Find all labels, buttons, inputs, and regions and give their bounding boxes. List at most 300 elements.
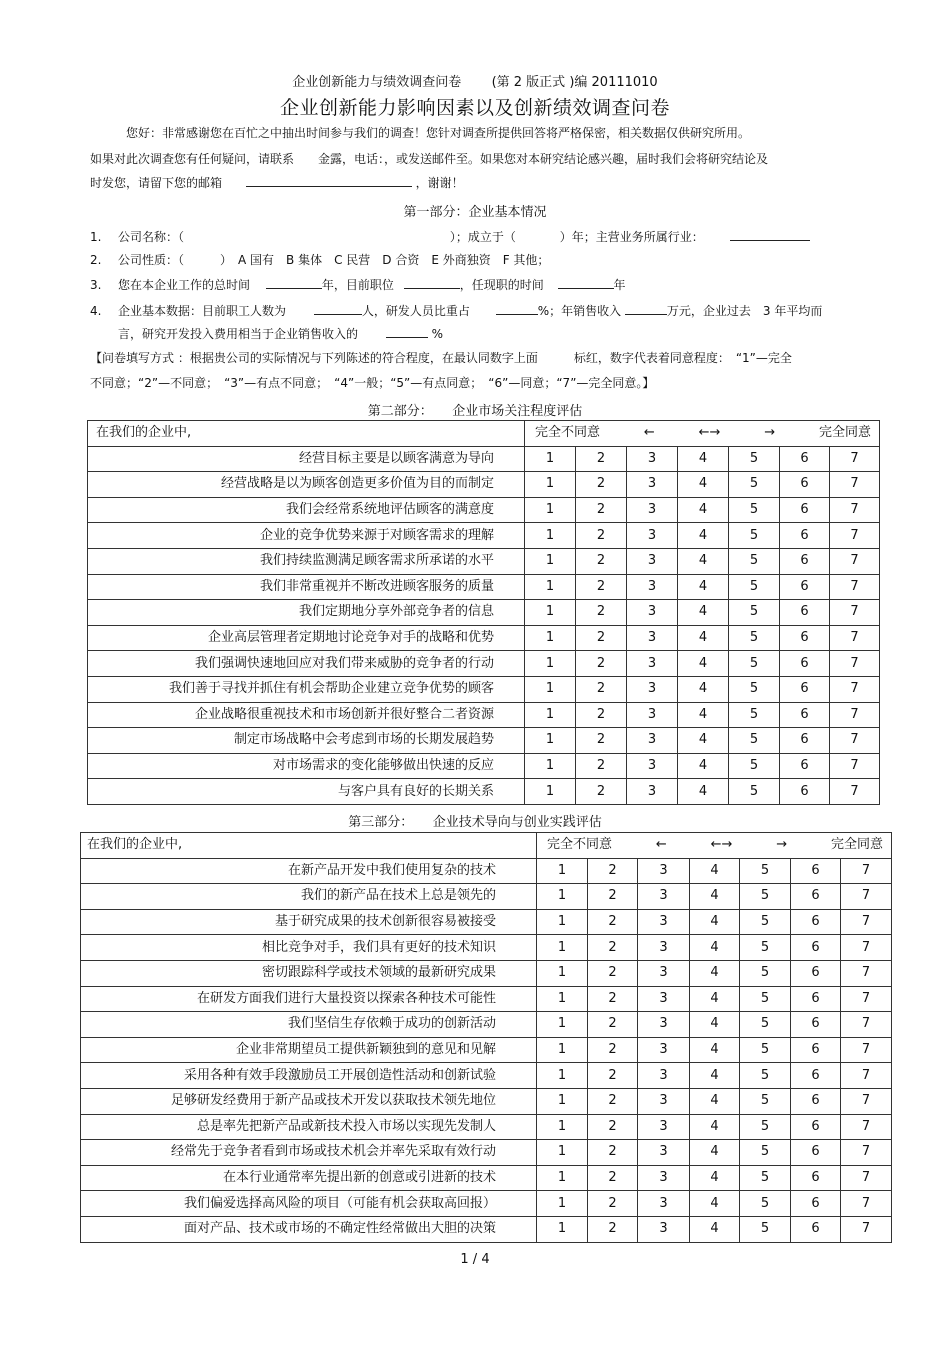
rating-option-3[interactable]: 3 [627, 548, 678, 574]
rating-option-7[interactable]: 7 [841, 1165, 892, 1191]
statement-label: 面对产品、技术或市场的不确定性经常做出大胆的决策 [81, 1216, 537, 1242]
rating-option-2[interactable]: 2 [576, 497, 627, 523]
rating-option-1[interactable]: 1 [525, 472, 576, 498]
rating-option-6[interactable]: 6 [791, 1088, 841, 1114]
statement-label: 我们定期地分享外部竞争者的信息 [88, 600, 525, 626]
statement-label: 在研发方面我们进行大量投资以探索各种技术可能性 [81, 986, 537, 1012]
rating-option-2[interactable]: 2 [588, 960, 638, 986]
rating-option-2[interactable]: 2 [588, 1216, 638, 1242]
rating-option-1[interactable]: 1 [537, 1165, 588, 1191]
rating-option-7[interactable]: 7 [841, 1114, 892, 1140]
rating-option-4[interactable]: 4 [690, 1088, 740, 1114]
employees-field[interactable] [314, 302, 362, 315]
table-header-label: 在我们的企业中, [88, 421, 525, 447]
scale-header: 完全不同意 ← ←→ → 完全同意 [537, 833, 892, 859]
arrow-right-icon: → [776, 837, 788, 853]
rating-option-5[interactable]: 5 [729, 728, 780, 754]
email-field[interactable] [246, 174, 412, 187]
rating-option-6[interactable]: 6 [780, 548, 830, 574]
rating-option-3[interactable]: 3 [627, 472, 678, 498]
rating-option-2[interactable]: 2 [576, 523, 627, 549]
table-row [81, 1012, 892, 1038]
rating-option-7[interactable]: 7 [830, 472, 880, 498]
rating-option-6[interactable]: 6 [780, 702, 830, 728]
rating-option-1[interactable]: 1 [525, 676, 576, 702]
rating-option-7[interactable]: 7 [841, 1216, 892, 1242]
rating-option-2[interactable]: 2 [576, 446, 627, 472]
rating-option-1[interactable]: 1 [537, 884, 588, 910]
table-row [81, 935, 892, 961]
rating-option-1[interactable]: 1 [537, 1140, 588, 1166]
part2-title: 第二部分： 企业市场关注程度评估 [367, 404, 583, 419]
arrow-both-icon: ←→ [698, 425, 721, 441]
intro-line-3 [90, 174, 464, 191]
rating-option-6[interactable]: 6 [780, 523, 830, 549]
rating-option-3[interactable]: 3 [627, 702, 678, 728]
table-row [88, 523, 880, 549]
email-prompt: 时发您，请留下您的邮箱 [90, 176, 223, 190]
table-row [88, 574, 880, 600]
table-row [81, 1063, 892, 1089]
rating-option-2[interactable]: 2 [588, 1114, 638, 1140]
rating-option-1[interactable]: 1 [537, 935, 588, 961]
question-4-cont: 言，研究开发投入费用相当于企业销售收入的 % [118, 327, 444, 341]
table-row [81, 909, 892, 935]
table-row [81, 986, 892, 1012]
rating-option-1[interactable]: 1 [525, 779, 576, 805]
rating-option-5[interactable]: 5 [740, 858, 791, 884]
rating-option-2[interactable]: 2 [576, 753, 627, 779]
arrow-left-icon: ← [655, 837, 667, 853]
question-1: 1. 公司名称：（ ）；成立于（ ）年；主营业务所属行业： [90, 228, 810, 245]
rating-option-1[interactable]: 1 [537, 909, 588, 935]
table-row [88, 446, 880, 472]
rating-option-6[interactable]: 6 [791, 935, 841, 961]
rating-option-1[interactable]: 1 [537, 1088, 588, 1114]
rating-option-5[interactable]: 5 [740, 960, 791, 986]
table-row [81, 1216, 892, 1242]
rating-option-2[interactable]: 2 [588, 1140, 638, 1166]
rating-option-2[interactable]: 2 [576, 472, 627, 498]
rating-option-5[interactable]: 5 [729, 548, 780, 574]
table-row [88, 702, 880, 728]
rating-option-3[interactable]: 3 [638, 1165, 690, 1191]
rating-option-4[interactable]: 4 [678, 779, 729, 805]
statement-label: 我们非常重视并不断改进顾客服务的质量 [88, 574, 525, 600]
rating-option-1[interactable]: 1 [525, 753, 576, 779]
rating-option-4[interactable]: 4 [678, 472, 729, 498]
rating-option-2[interactable]: 2 [588, 1165, 638, 1191]
statement-label: 与客户具有良好的长期关系 [88, 779, 525, 805]
arrow-left-icon: ← [643, 425, 655, 441]
rating-option-6[interactable]: 6 [791, 884, 841, 910]
rating-option-6[interactable]: 6 [780, 472, 830, 498]
rating-option-7[interactable]: 7 [841, 1140, 892, 1166]
rating-option-4[interactable]: 4 [678, 523, 729, 549]
table-row [88, 548, 880, 574]
total-years-field[interactable] [266, 276, 322, 289]
statement-label: 企业非常期望员工提供新颖独到的意见和见解 [81, 1037, 537, 1063]
rating-option-6[interactable]: 6 [780, 600, 830, 626]
rating-option-4[interactable]: 4 [690, 1114, 740, 1140]
rating-option-1[interactable]: 1 [537, 1063, 588, 1089]
statement-label: 我们会经常系统地评估顾客的满意度 [88, 497, 525, 523]
rating-option-1[interactable]: 1 [537, 858, 588, 884]
rating-option-7[interactable]: 7 [830, 523, 880, 549]
rating-option-1[interactable]: 1 [525, 523, 576, 549]
rating-option-3[interactable]: 3 [627, 523, 678, 549]
rating-option-5[interactable]: 5 [729, 625, 780, 651]
rating-option-2[interactable]: 2 [588, 1037, 638, 1063]
rating-option-3[interactable]: 3 [627, 574, 678, 600]
page-number: 1 / 4 [460, 1252, 490, 1267]
table-row [81, 1114, 892, 1140]
rating-option-3[interactable]: 3 [627, 753, 678, 779]
position-field[interactable] [404, 276, 460, 289]
rating-option-3[interactable]: 3 [627, 676, 678, 702]
rating-option-4[interactable]: 4 [678, 676, 729, 702]
rating-option-3[interactable]: 3 [638, 1140, 690, 1166]
rating-option-1[interactable]: 1 [525, 625, 576, 651]
rating-option-2[interactable]: 2 [576, 548, 627, 574]
statement-label: 企业的竞争优势来源于对顾客需求的理解 [88, 523, 525, 549]
rating-option-2[interactable]: 2 [576, 676, 627, 702]
rating-option-2[interactable]: 2 [576, 779, 627, 805]
rating-option-1[interactable]: 1 [525, 548, 576, 574]
rating-option-6[interactable]: 6 [791, 1037, 841, 1063]
industry-field[interactable] [730, 228, 810, 241]
rating-option-1[interactable]: 1 [525, 574, 576, 600]
rating-option-4[interactable]: 4 [690, 1191, 740, 1217]
rating-option-5[interactable]: 5 [729, 779, 780, 805]
rating-option-7[interactable]: 7 [841, 884, 892, 910]
rating-option-5[interactable]: 5 [729, 574, 780, 600]
rating-option-5[interactable]: 5 [740, 986, 791, 1012]
table-row [88, 472, 880, 498]
rating-option-7[interactable]: 7 [830, 676, 880, 702]
rating-option-5[interactable]: 5 [740, 1191, 791, 1217]
table-header-row [88, 421, 880, 447]
rating-option-2[interactable]: 2 [576, 600, 627, 626]
rating-option-5[interactable]: 5 [740, 1140, 791, 1166]
technology-orientation-table [80, 832, 892, 1243]
rating-option-4[interactable]: 4 [678, 702, 729, 728]
rating-option-1[interactable]: 1 [525, 651, 576, 677]
rating-option-7[interactable]: 7 [841, 1088, 892, 1114]
arrow-right-icon: → [764, 425, 776, 441]
table-row [88, 728, 880, 754]
table-row [81, 1088, 892, 1114]
table-header-row [81, 833, 892, 859]
table-row [88, 625, 880, 651]
rating-option-6[interactable]: 6 [791, 960, 841, 986]
thanks-text: ，谢谢！ [415, 176, 464, 190]
rating-option-3[interactable]: 3 [638, 935, 690, 961]
scale-header: 完全不同意 ← ←→ → 完全同意 [525, 421, 880, 447]
rating-option-6[interactable]: 6 [791, 986, 841, 1012]
rating-option-7[interactable]: 7 [830, 548, 880, 574]
statement-label: 采用各种有效手段激励员工开展创造性活动和创新试验 [81, 1063, 537, 1089]
rating-option-1[interactable]: 1 [537, 1114, 588, 1140]
rating-option-3[interactable]: 3 [638, 1012, 690, 1038]
rating-option-5[interactable]: 5 [740, 1063, 791, 1089]
rd-ratio-field[interactable] [496, 302, 538, 315]
table-row [88, 676, 880, 702]
rating-option-6[interactable]: 6 [791, 1063, 841, 1089]
rating-option-7[interactable]: 7 [830, 574, 880, 600]
rating-option-7[interactable]: 7 [841, 960, 892, 986]
rating-option-2[interactable]: 2 [588, 858, 638, 884]
rating-option-2[interactable]: 2 [576, 702, 627, 728]
statement-label: 企业高层管理者定期地讨论竞争对手的战略和优势 [88, 625, 525, 651]
rating-option-5[interactable]: 5 [740, 1012, 791, 1038]
statement-label: 企业战略很重视技术和市场创新并很好整合二者资源 [88, 702, 525, 728]
statement-label: 经常先于竞争者看到市场或技术机会并率先采取有效行动 [81, 1140, 537, 1166]
rating-option-4[interactable]: 4 [690, 935, 740, 961]
table-row [81, 1140, 892, 1166]
rating-option-6[interactable]: 6 [780, 625, 830, 651]
table-row [81, 1165, 892, 1191]
table-header-label: 在我们的企业中, [81, 833, 537, 859]
rating-option-5[interactable]: 5 [740, 909, 791, 935]
rating-option-6[interactable]: 6 [791, 1191, 841, 1217]
rating-option-4[interactable]: 4 [678, 548, 729, 574]
part1-title: 第一部分：企业基本情况 [403, 205, 547, 220]
statement-label: 我们善于寻找并抓住有机会帮助企业建立竞争优势的顾客 [88, 676, 525, 702]
rating-option-7[interactable]: 7 [841, 935, 892, 961]
table-row [81, 960, 892, 986]
rating-option-4[interactable]: 4 [678, 753, 729, 779]
rating-option-4[interactable]: 4 [690, 858, 740, 884]
rating-option-7[interactable]: 7 [841, 1063, 892, 1089]
rating-option-3[interactable]: 3 [627, 497, 678, 523]
rating-option-3[interactable]: 3 [638, 909, 690, 935]
rating-option-4[interactable]: 4 [678, 625, 729, 651]
rating-option-6[interactable]: 6 [791, 1012, 841, 1038]
rating-option-4[interactable]: 4 [690, 884, 740, 910]
rating-option-7[interactable]: 7 [841, 909, 892, 935]
table-row [88, 651, 880, 677]
rating-option-7[interactable]: 7 [830, 625, 880, 651]
rating-option-3[interactable]: 3 [627, 446, 678, 472]
rating-option-1[interactable]: 1 [537, 986, 588, 1012]
rating-option-4[interactable]: 4 [678, 574, 729, 600]
rating-option-6[interactable]: 6 [780, 779, 830, 805]
rating-option-2[interactable]: 2 [588, 935, 638, 961]
rating-option-5[interactable]: 5 [729, 702, 780, 728]
question-3: 3. 您在本企业工作的总时间 年，目前职位 ，任现职的时间 年 [90, 278, 626, 292]
statement-label: 经营目标主要是以顾客满意为导向 [88, 446, 525, 472]
rating-option-7[interactable]: 7 [830, 702, 880, 728]
statement-label: 我们强调快速地回应对我们带来威胁的竞争者的行动 [88, 651, 525, 677]
rating-option-7[interactable]: 7 [841, 858, 892, 884]
rating-option-4[interactable]: 4 [690, 1012, 740, 1038]
rating-option-3[interactable]: 3 [638, 1114, 690, 1140]
statement-label: 相比竞争对手，我们具有更好的技术知识 [81, 935, 537, 961]
rating-option-2[interactable]: 2 [588, 986, 638, 1012]
instructions-line-1: 【问卷填写方式 ：根据贵公司的实际情况与下列陈述的符合程度，在最认同数字上面 标红，数字代表着同意程度： “1”—完全 [90, 351, 792, 365]
table-row [81, 1191, 892, 1217]
statement-label: 足够研发经费用于新产品或技术开发以获取技术领先地位 [81, 1088, 537, 1114]
rating-option-2[interactable]: 2 [576, 728, 627, 754]
rating-option-5[interactable]: 5 [740, 1165, 791, 1191]
statement-label: 我们持续监测满足顾客需求所承诺的水平 [88, 548, 525, 574]
statement-label: 总是率先把新产品或新技术投入市场以实现先发制人 [81, 1114, 537, 1140]
rating-option-7[interactable]: 7 [830, 446, 880, 472]
table-row [88, 779, 880, 805]
rating-option-6[interactable]: 6 [791, 1165, 841, 1191]
rating-option-4[interactable]: 4 [678, 728, 729, 754]
question-4: 4. 企业基本数据：目前职工人数为 人，研发人员比重占 %；年销售收入 万元，企业过去 3 年平均而 [90, 304, 823, 318]
rating-option-3[interactable]: 3 [638, 1191, 690, 1217]
table-row [88, 600, 880, 626]
rating-option-5[interactable]: 5 [729, 600, 780, 626]
rating-option-4[interactable]: 4 [678, 600, 729, 626]
rating-option-1[interactable]: 1 [537, 1216, 588, 1242]
rating-option-7[interactable]: 7 [830, 753, 880, 779]
rating-option-7[interactable]: 7 [830, 651, 880, 677]
rating-option-6[interactable]: 6 [780, 497, 830, 523]
rating-option-1[interactable]: 1 [537, 1037, 588, 1063]
sales-revenue-field[interactable] [625, 302, 667, 315]
rating-option-6[interactable]: 6 [780, 728, 830, 754]
rating-option-3[interactable]: 3 [627, 600, 678, 626]
rating-option-7[interactable]: 7 [841, 1037, 892, 1063]
rating-option-5[interactable]: 5 [740, 1114, 791, 1140]
version-label: (第 2 版正式 )编 20111010 [491, 75, 658, 90]
rating-option-4[interactable]: 4 [678, 446, 729, 472]
rating-option-4[interactable]: 4 [678, 497, 729, 523]
table-row [81, 884, 892, 910]
rating-option-2[interactable]: 2 [588, 909, 638, 935]
table-row [88, 497, 880, 523]
rating-option-5[interactable]: 5 [729, 446, 780, 472]
rating-option-1[interactable]: 1 [537, 960, 588, 986]
rating-option-7[interactable]: 7 [830, 497, 880, 523]
table-row [81, 858, 892, 884]
rating-option-3[interactable]: 3 [638, 960, 690, 986]
rating-option-6[interactable]: 6 [791, 909, 841, 935]
rating-option-5[interactable]: 5 [740, 1088, 791, 1114]
rating-option-4[interactable]: 4 [690, 960, 740, 986]
rating-option-6[interactable]: 6 [780, 651, 830, 677]
rating-option-3[interactable]: 3 [638, 884, 690, 910]
instructions-line-2: 不同意；“2”—不同意； “3”—有点不同意； “4”一般；“5”—有点同意； “6”—同意；“7”—完全同意。】 [90, 376, 655, 390]
rating-option-5[interactable]: 5 [729, 497, 780, 523]
rating-option-5[interactable]: 5 [740, 1037, 791, 1063]
rating-option-3[interactable]: 3 [638, 1037, 690, 1063]
table-row [88, 753, 880, 779]
rating-option-6[interactable]: 6 [791, 1216, 841, 1242]
rating-option-3[interactable]: 3 [638, 1063, 690, 1089]
page-title: 企业创新能力影响因素以及创新绩效调查问卷 [279, 97, 670, 119]
rating-option-2[interactable]: 2 [588, 1063, 638, 1089]
rating-option-4[interactable]: 4 [690, 1140, 740, 1166]
rating-option-2[interactable]: 2 [588, 1088, 638, 1114]
rating-option-5[interactable]: 5 [729, 651, 780, 677]
rating-option-6[interactable]: 6 [780, 574, 830, 600]
rating-option-7[interactable]: 7 [830, 728, 880, 754]
rating-option-4[interactable]: 4 [678, 651, 729, 677]
intro-line-2: 如果对此次调查您有任何疑问，请联系 金露，电话：，或发送邮件至。如果您对本研究结论感兴趣，届时我们会将研究结论及 [90, 152, 769, 166]
rating-option-6[interactable]: 6 [780, 676, 830, 702]
rating-option-1[interactable]: 1 [525, 446, 576, 472]
current-tenure-field[interactable] [558, 276, 614, 289]
rating-option-7[interactable]: 7 [841, 1012, 892, 1038]
rating-option-1[interactable]: 1 [525, 702, 576, 728]
statement-label: 我们坚信生存依赖于成功的创新活动 [81, 1012, 537, 1038]
rating-option-4[interactable]: 4 [690, 909, 740, 935]
running-title: 企业创新能力与绩效调查问卷 [292, 75, 462, 90]
rating-option-4[interactable]: 4 [690, 1063, 740, 1089]
statement-label: 在新产品开发中我们使用复杂的技术 [81, 858, 537, 884]
rating-option-6[interactable]: 6 [780, 446, 830, 472]
rating-option-1[interactable]: 1 [537, 1012, 588, 1038]
rating-option-3[interactable]: 3 [638, 986, 690, 1012]
statement-label: 制定市场战略中会考虑到市场的长期发展趋势 [88, 728, 525, 754]
market-orientation-table [87, 420, 880, 805]
rating-option-1[interactable]: 1 [525, 497, 576, 523]
intro-line-1: 您好：非常感谢您在百忙之中抽出时间参与我们的调查！您针对调查所提供回答将严格保密，相关数据仅供研究所用。 [126, 126, 751, 140]
running-header [0, 71, 950, 90]
statement-label: 基于研究成果的技术创新很容易被接受 [81, 909, 537, 935]
rating-option-6[interactable]: 6 [791, 1140, 841, 1166]
rating-option-3[interactable]: 3 [638, 858, 690, 884]
rating-option-3[interactable]: 3 [627, 779, 678, 805]
rating-option-3[interactable]: 3 [627, 651, 678, 677]
rating-option-5[interactable]: 5 [740, 1216, 791, 1242]
rating-option-2[interactable]: 2 [588, 1012, 638, 1038]
rating-option-4[interactable]: 4 [690, 1165, 740, 1191]
rating-option-3[interactable]: 3 [638, 1088, 690, 1114]
part3-title: 第三部分： 企业技术导向与创业实践评估 [348, 815, 602, 830]
rating-option-7[interactable]: 7 [841, 986, 892, 1012]
rating-option-1[interactable]: 1 [525, 600, 576, 626]
rating-option-6[interactable]: 6 [780, 753, 830, 779]
rating-option-5[interactable]: 5 [729, 753, 780, 779]
rating-option-4[interactable]: 4 [690, 1216, 740, 1242]
rating-option-7[interactable]: 7 [830, 779, 880, 805]
rating-option-2[interactable]: 2 [576, 625, 627, 651]
rating-option-5[interactable]: 5 [740, 935, 791, 961]
rd-investment-field[interactable] [386, 325, 428, 338]
rating-option-5[interactable]: 5 [729, 523, 780, 549]
rating-option-5[interactable]: 5 [729, 676, 780, 702]
statement-label: 经营战略是以为顾客创造更多价值为目的而制定 [88, 472, 525, 498]
rating-option-1[interactable]: 1 [537, 1191, 588, 1217]
rating-option-2[interactable]: 2 [588, 1191, 638, 1217]
rating-option-2[interactable]: 2 [576, 651, 627, 677]
rating-option-4[interactable]: 4 [690, 1037, 740, 1063]
question-2: 2. 公司性质：（ ） A 国有 B 集体 C 民营 D 合资 E 外商独资 F 其他； [90, 253, 550, 267]
rating-option-2[interactable]: 2 [588, 884, 638, 910]
rating-option-5[interactable]: 5 [740, 884, 791, 910]
statement-label: 在本行业通常率先提出新的创意或引进新的技术 [81, 1165, 537, 1191]
rating-option-3[interactable]: 3 [627, 625, 678, 651]
rating-option-5[interactable]: 5 [729, 472, 780, 498]
rating-option-3[interactable]: 3 [627, 728, 678, 754]
rating-option-7[interactable]: 7 [830, 600, 880, 626]
rating-option-1[interactable]: 1 [525, 728, 576, 754]
rating-option-3[interactable]: 3 [638, 1216, 690, 1242]
rating-option-6[interactable]: 6 [791, 858, 841, 884]
rating-option-4[interactable]: 4 [690, 986, 740, 1012]
rating-option-7[interactable]: 7 [841, 1191, 892, 1217]
rating-option-6[interactable]: 6 [791, 1114, 841, 1140]
rating-option-2[interactable]: 2 [576, 574, 627, 600]
statement-label: 我们偏爱选择高风险的项目（可能有机会获取高回报） [81, 1191, 537, 1217]
table-row [81, 1037, 892, 1063]
